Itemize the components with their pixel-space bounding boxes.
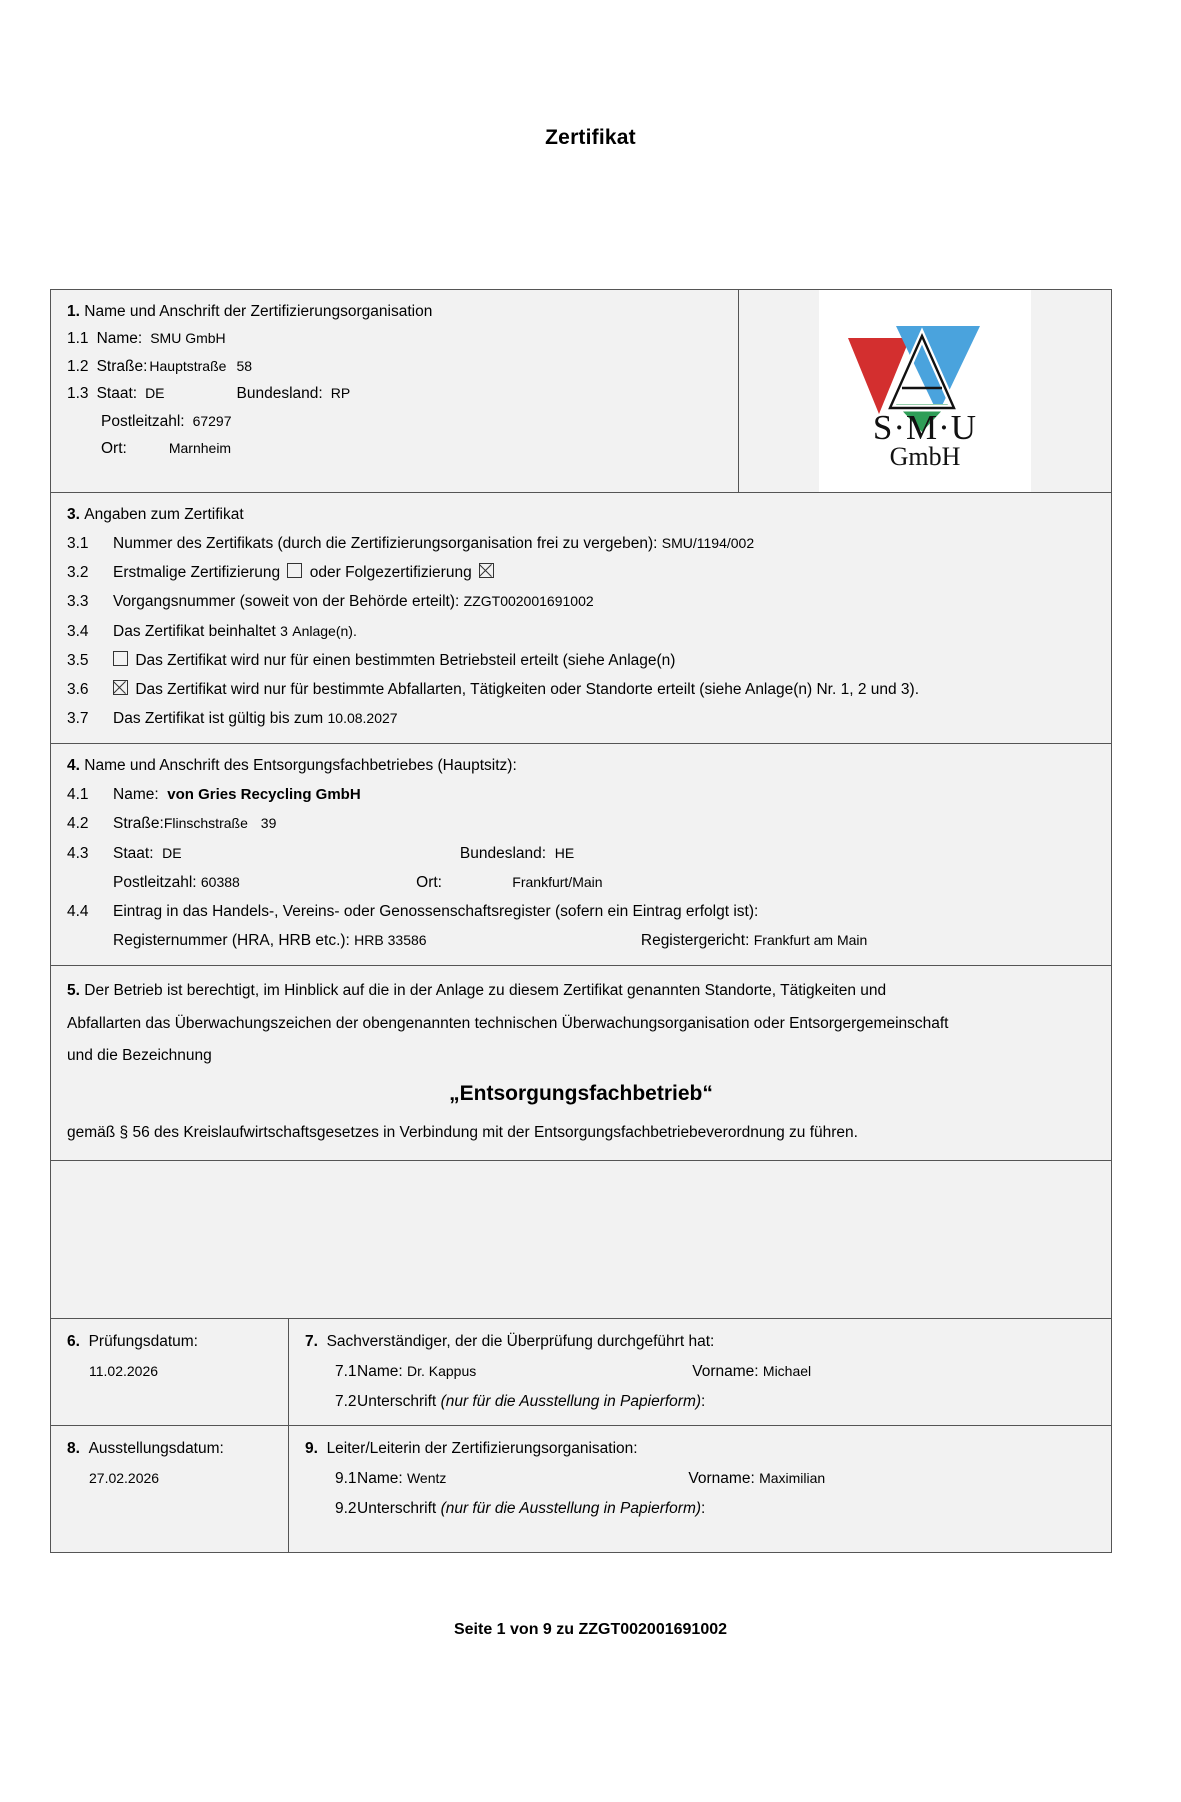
row-4-city-label: Ort: bbox=[416, 873, 442, 891]
page-footer: Seite 1 von 9 zu ZZGT002001691002 bbox=[453, 1621, 728, 1638]
section-4-number: 4. bbox=[67, 757, 80, 775]
row-4-1-value: von Gries Recycling GmbH bbox=[167, 786, 361, 804]
section-1-certifier bbox=[51, 290, 1111, 493]
logo-container bbox=[738, 290, 1111, 492]
section-7-expert bbox=[289, 1319, 1111, 1425]
row-4-1 bbox=[67, 785, 1095, 805]
section-5-paragraph-2: Abfallarten das Überwachungszeichen der obengenannten technischen Überwachungsorganisation oder Entsorgergemeinschaft bbox=[67, 1014, 949, 1032]
field-street-label: Straße: bbox=[96, 357, 148, 375]
field-name-number: 1.1 bbox=[67, 330, 89, 348]
row-4-3-bundesland-label: Bundesland: bbox=[459, 844, 547, 862]
row-7-1-firstname-label: Vorname: bbox=[692, 1362, 759, 1380]
row-3-2 bbox=[67, 563, 1095, 583]
field-street-number: 1.2 bbox=[67, 357, 89, 375]
row-3-1-number: 3.1 bbox=[67, 535, 89, 553]
section-6-label: Prüfungsdatum: bbox=[88, 1332, 198, 1350]
row-4-4-text: Eintrag in das Handels-, Vereins- oder Genossenschaftsregister (sofern ein Eintrag erfolgt ist): bbox=[113, 902, 759, 920]
row-3-4-number: 3.4 bbox=[67, 622, 89, 640]
field-bundesland-label: Bundesland: bbox=[236, 385, 323, 403]
field-state bbox=[67, 384, 722, 403]
blank-stamp-area bbox=[51, 1161, 1111, 1319]
field-postal-code-value: 67297 bbox=[192, 412, 232, 429]
section-7-heading: Sachverständiger, der die Überprüfung durchgeführt hat: bbox=[326, 1332, 715, 1350]
registergericht-value: Frankfurt am Main bbox=[753, 931, 868, 948]
section-1-heading bbox=[67, 302, 722, 321]
section-6-inspection-date bbox=[51, 1319, 289, 1425]
row-3-7-text: Das Zertifikat ist gültig bis zum bbox=[113, 709, 324, 727]
section-5-highlight: „Entsorgungsfachbetrieb“ bbox=[449, 1081, 713, 1105]
row-9-2-signature-note: (nur für die Ausstellung in Papierform) bbox=[440, 1499, 702, 1517]
row-7-2-signature-label: Unterschrift bbox=[357, 1392, 437, 1410]
row-9-1-number: 9.1 bbox=[335, 1469, 357, 1487]
row-4-postal-city bbox=[67, 873, 1095, 893]
row-4-3-label: Staat: bbox=[113, 844, 154, 862]
row-3-5-number: 3.5 bbox=[67, 651, 89, 669]
row-4-postal-value: 60388 bbox=[200, 873, 240, 890]
row-4-3-number: 4.3 bbox=[67, 844, 89, 862]
section-5-authorization bbox=[51, 966, 1111, 1161]
row-3-2-text-second: oder Folgezertifizierung bbox=[309, 564, 472, 582]
row-3-4 bbox=[67, 622, 1095, 642]
row-3-3-value: ZZGT002001691002 bbox=[463, 593, 594, 610]
logo-text-top: S·M·U bbox=[872, 408, 978, 447]
row-4-1-label: Name: bbox=[113, 786, 159, 804]
field-state-number: 1.3 bbox=[67, 385, 89, 403]
section-7-number: 7. bbox=[305, 1332, 318, 1350]
row-4-2-house-number: 39 bbox=[260, 815, 277, 832]
row-7-2-colon: : bbox=[701, 1392, 706, 1410]
section-3-heading bbox=[67, 505, 1095, 525]
row-3-2-number: 3.2 bbox=[67, 564, 89, 582]
field-name bbox=[67, 329, 722, 348]
field-state-label: Staat: bbox=[96, 385, 138, 403]
section-3-certificate-details bbox=[51, 493, 1111, 744]
row-4-4-number: 4.4 bbox=[67, 902, 89, 920]
row-4-3 bbox=[67, 844, 1095, 864]
field-city bbox=[67, 439, 722, 458]
row-4-3-value: DE bbox=[162, 844, 182, 861]
section-5-number: 5. bbox=[67, 982, 80, 1000]
row-4-register bbox=[67, 931, 1095, 951]
section-6-7-inspection bbox=[51, 1319, 1111, 1426]
row-3-2-text-first: Erstmalige Zertifizierung bbox=[113, 564, 281, 582]
row-3-6 bbox=[67, 680, 1095, 700]
row-3-5-text: Das Zertifikat wird nur für einen bestimmten Betriebsteil erteilt (siehe Anlage(n) bbox=[135, 651, 676, 669]
row-3-4-count: 3 bbox=[280, 622, 288, 639]
field-city-label: Ort: bbox=[101, 439, 127, 457]
row-4-4 bbox=[67, 902, 1095, 922]
section-8-9-issuance bbox=[51, 1426, 1111, 1552]
registernummer-label: Registernummer (HRA, HRB etc.): bbox=[113, 931, 350, 949]
section-3-heading-text: Angaben zum Zertifikat bbox=[84, 506, 244, 523]
row-9-1 bbox=[305, 1470, 1095, 1488]
field-street bbox=[67, 357, 722, 376]
section-5-paragraph-3: und die Bezeichnung bbox=[67, 1047, 212, 1065]
row-3-7-value: 10.08.2027 bbox=[327, 709, 398, 726]
section-6-date: 11.02.2026 bbox=[89, 1362, 159, 1379]
section-1-number: 1. bbox=[67, 303, 80, 320]
section-9-director bbox=[289, 1426, 1111, 1552]
row-3-4-text-second: Anlage(n). bbox=[292, 622, 357, 639]
field-city-value: Marnheim bbox=[168, 439, 232, 456]
smu-logo bbox=[830, 296, 1020, 486]
field-street-value: Hauptstraße bbox=[149, 357, 227, 374]
row-3-7 bbox=[67, 709, 1095, 729]
field-postal-code bbox=[67, 412, 722, 431]
field-postal-code-label: Postleitzahl: bbox=[101, 412, 185, 430]
registernummer-value: HRB 33586 bbox=[354, 931, 427, 948]
row-9-1-name-label: Name: bbox=[357, 1469, 403, 1487]
row-4-1-number: 4.1 bbox=[67, 786, 89, 804]
row-7-1-name-value: Dr. Kappus bbox=[406, 1362, 477, 1379]
section-4-heading bbox=[67, 756, 1095, 776]
section-3-number: 3. bbox=[67, 506, 80, 523]
row-4-2-value: Flinschstraße bbox=[163, 815, 248, 832]
section-4-heading-text: Name und Anschrift des Entsorgungsfachbetriebes (Hauptsitz): bbox=[84, 757, 517, 775]
row-3-4-text-first: Das Zertifikat beinhaltet bbox=[113, 622, 276, 640]
row-3-3-text: Vorgangsnummer (soweit von der Behörde erteilt): bbox=[113, 593, 460, 611]
logo-text-bottom: GmbH bbox=[889, 442, 961, 471]
section-8-date: 27.02.2026 bbox=[89, 1469, 160, 1486]
field-street-number-value: 58 bbox=[236, 357, 253, 374]
row-7-1-name-label: Name: bbox=[357, 1362, 403, 1380]
section-5-paragraph-1 bbox=[67, 980, 1095, 1002]
row-3-7-number: 3.7 bbox=[67, 709, 89, 727]
row-7-1-number: 7.1 bbox=[335, 1362, 357, 1380]
section-8-issue-date bbox=[51, 1426, 289, 1552]
section-5-paragraph-1-text: Der Betrieb ist berechtigt, im Hinblick auf die in der Anlage zu diesem Zertifikat genannten Standorte, Tätigkeiten und bbox=[84, 982, 887, 1000]
row-3-3-number: 3.3 bbox=[67, 593, 89, 611]
page-title: Zertifikat bbox=[545, 126, 636, 149]
row-4-city-value: Frankfurt/Main bbox=[512, 873, 603, 890]
row-3-6-text: Das Zertifikat wird nur für bestimmte Abfallarten, Tätigkeiten oder Standorte erteilt (siehe Anlage(n) Nr. 1, 2 und 3). bbox=[135, 680, 920, 698]
section-8-label: Ausstellungsdatum: bbox=[88, 1439, 224, 1457]
row-3-1-value: SMU/1194/002 bbox=[661, 535, 755, 552]
row-4-3-bundesland-value: HE bbox=[554, 844, 575, 861]
field-state-value: DE bbox=[145, 385, 165, 402]
checkbox-specific-plant-part[interactable] bbox=[113, 651, 128, 666]
row-3-3 bbox=[67, 592, 1095, 612]
row-7-2-number: 7.2 bbox=[335, 1392, 357, 1410]
row-9-2-signature-label: Unterschrift bbox=[357, 1499, 437, 1517]
row-4-postal-label: Postleitzahl: bbox=[113, 873, 197, 891]
row-3-1 bbox=[67, 534, 1095, 554]
row-4-2-label: Straße: bbox=[113, 815, 164, 833]
row-4-2-number: 4.2 bbox=[67, 815, 89, 833]
section-5-paragraph-4: gemäß § 56 des Kreislaufwirtschaftsgesetzes in Verbindung mit der Entsorgungsfachbetriebeverordnung zu führen. bbox=[67, 1123, 858, 1141]
field-bundesland-value: RP bbox=[330, 385, 351, 402]
row-9-2-colon: : bbox=[701, 1499, 706, 1517]
row-9-2 bbox=[305, 1500, 1095, 1518]
row-9-2-number: 9.2 bbox=[335, 1499, 357, 1517]
row-7-1 bbox=[305, 1363, 1095, 1381]
row-3-5 bbox=[67, 651, 1095, 671]
certificate-page bbox=[0, 126, 1181, 1802]
row-7-2-signature-note: (nur für die Ausstellung in Papierform) bbox=[440, 1392, 702, 1410]
row-3-6-number: 3.6 bbox=[67, 680, 89, 698]
row-7-1-firstname-value: Michael bbox=[762, 1362, 812, 1379]
checkbox-first-certification[interactable] bbox=[287, 563, 302, 578]
row-3-1-text: Nummer des Zertifikats (durch die Zertifizierungsorganisation frei zu vergeben): bbox=[113, 535, 658, 553]
field-name-value: SMU GmbH bbox=[150, 330, 226, 347]
row-9-1-firstname-value: Maximilian bbox=[759, 1469, 826, 1486]
checkbox-follow-up-certification[interactable] bbox=[479, 563, 494, 578]
section-9-heading: Leiter/Leiterin der Zertifizierungsorganisation: bbox=[326, 1439, 638, 1457]
section-6-number: 6. bbox=[67, 1332, 80, 1350]
checkbox-specific-waste-types[interactable] bbox=[113, 680, 128, 695]
field-name-label: Name: bbox=[96, 330, 143, 348]
certificate-frame bbox=[50, 289, 1112, 1553]
section-1-heading-text: Name und Anschrift der Zertifizierungsorganisation bbox=[84, 303, 433, 320]
row-4-2 bbox=[67, 814, 1095, 834]
section-4-company bbox=[51, 744, 1111, 966]
section-9-number: 9. bbox=[305, 1439, 318, 1457]
row-9-1-firstname-label: Vorname: bbox=[688, 1469, 755, 1487]
section-8-number: 8. bbox=[67, 1439, 80, 1457]
row-9-1-name-value: Wentz bbox=[406, 1469, 447, 1486]
registergericht-label: Registergericht: bbox=[640, 931, 750, 949]
row-7-2 bbox=[305, 1393, 1095, 1411]
